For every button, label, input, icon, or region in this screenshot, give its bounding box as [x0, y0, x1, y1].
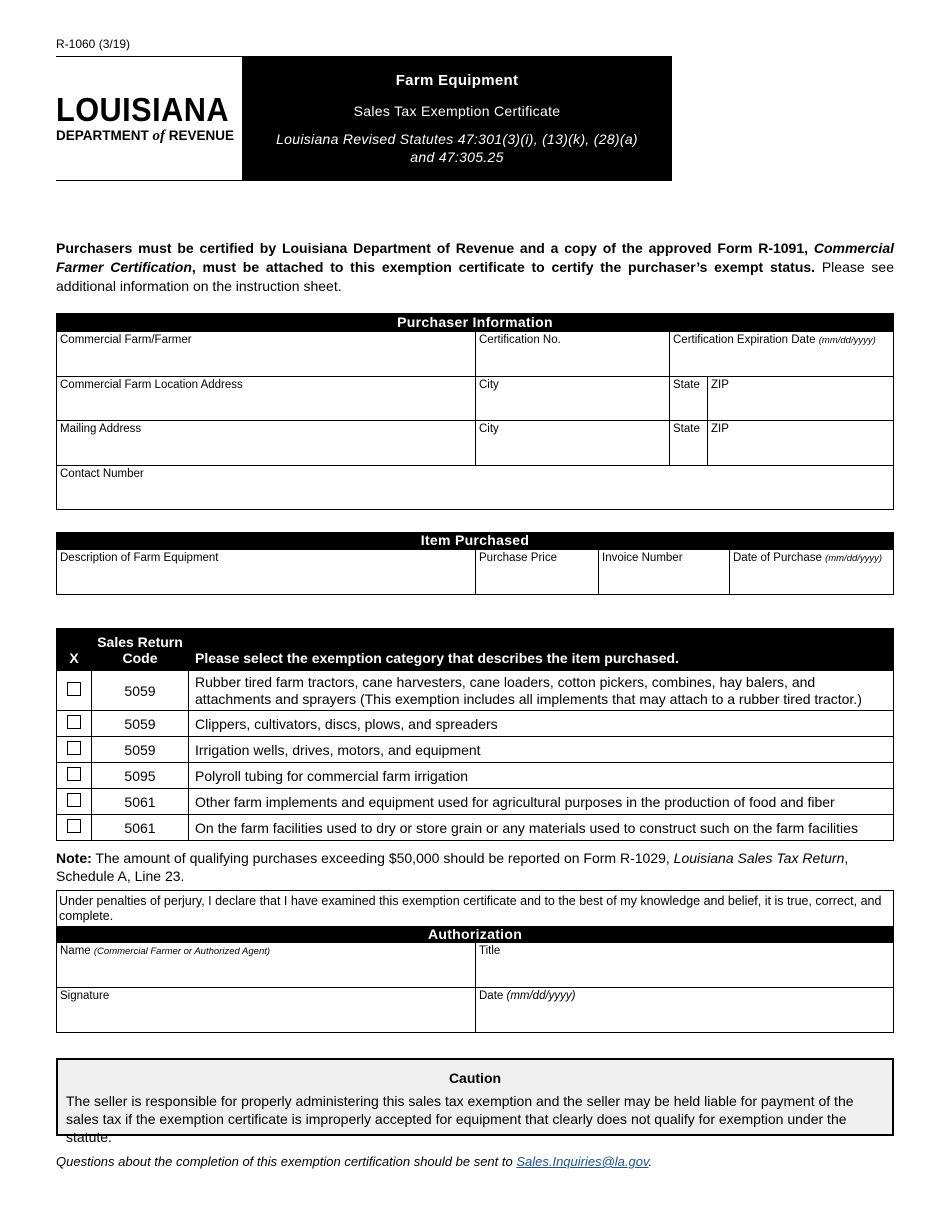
exemption-row — [57, 763, 894, 789]
statute-line-2: and 47:305.25 — [410, 149, 504, 165]
title-field[interactable] — [476, 943, 893, 988]
sales-return-code: 5061 — [92, 789, 189, 815]
item-purchased-grid — [56, 549, 894, 595]
certification-no-field[interactable] — [476, 332, 670, 377]
intro-bold-1: Purchasers must be certified by Louisiana Department of Revenue and a copy of the approved Form R-1091, — [56, 240, 814, 256]
contact-number-field[interactable] — [57, 466, 894, 509]
exemption-description: Clippers, cultivators, discs, plows, and spreaders — [189, 711, 894, 737]
exemption-row — [57, 671, 894, 711]
title-block — [242, 56, 672, 181]
equipment-description-label: Description of Farm Equipment — [60, 552, 219, 564]
mailing-address-field[interactable] — [57, 421, 476, 466]
contact-email-link[interactable]: Sales.Inquiries@la.gov — [516, 1154, 649, 1169]
date-format-hint: (mm/dd/yyyy) — [825, 553, 883, 564]
exemption-checkbox[interactable] — [67, 767, 81, 781]
city-label: City — [479, 379, 499, 391]
location-city-field[interactable] — [476, 377, 670, 421]
note-text-1: The amount of qualifying purchases exceeding $50,000 should be reported on Form R-1029, — [91, 850, 674, 866]
commercial-farm-field[interactable] — [57, 332, 476, 377]
state-label: State — [673, 423, 700, 435]
mailing-zip-field[interactable] — [708, 421, 894, 466]
department-logo — [56, 56, 242, 181]
title-label: Title — [479, 945, 501, 957]
zip-label: ZIP — [711, 379, 729, 391]
exemption-category-table — [56, 628, 894, 841]
exemption-checkbox[interactable] — [67, 715, 81, 729]
certification-no-label: Certification No. — [479, 334, 561, 346]
footer-questions — [56, 1154, 652, 1169]
date-of-purchase-field[interactable] — [730, 550, 894, 594]
sales-return-code: 5059 — [92, 671, 189, 711]
logo-sub-text — [56, 128, 234, 145]
exemption-description-header: Please select the exemption category that describes the item purchased. — [189, 629, 894, 671]
sales-return-code: 5095 — [92, 763, 189, 789]
purchaser-info-grid — [56, 331, 894, 510]
date-label: Date — [479, 990, 504, 1002]
note-form-name: Louisiana Sales Tax Return — [673, 850, 845, 866]
item-purchased-header: Item Purchased — [56, 532, 894, 549]
logo-main-text: LOUISIANA — [56, 91, 229, 128]
form-subtitle: Sales Tax Exemption Certificate — [353, 103, 561, 119]
location-zip-field[interactable] — [708, 377, 894, 421]
statute-reference — [242, 130, 672, 166]
caution-title: Caution — [448, 1070, 502, 1086]
sales-return-code-header — [92, 629, 189, 671]
sales-return-code: 5059 — [92, 711, 189, 737]
perjury-declaration: Under penalties of perjury, I declare that I have examined this exemption certificate and to the best of my knowledge and belief, it is true, correct, and complete. — [59, 894, 882, 923]
intro-paragraph — [56, 239, 894, 296]
exemption-description: Irrigation wells, drives, motors, and equipment — [189, 737, 894, 763]
name-label: Name — [60, 945, 91, 957]
exemption-description: Other farm implements and equipment used for agricultural purposes in the production of food and fiber — [189, 789, 894, 815]
farm-location-label: Commercial Farm Location Address — [60, 379, 243, 391]
code-header-line-1: Sales Return — [97, 633, 183, 650]
certification-expiration-field[interactable] — [670, 332, 894, 377]
note-text-2: , Schedule A, Line 23. — [56, 850, 849, 884]
reporting-note — [56, 849, 894, 885]
exemption-checkbox[interactable] — [67, 741, 81, 755]
caution-box — [56, 1058, 894, 1145]
exemption-row — [57, 711, 894, 737]
signature-field[interactable] — [57, 988, 476, 1032]
intro-bold-2: , must be attached to this exemption certificate to certify the purchaser’s exempt status. — [191, 259, 816, 275]
footer-text: Questions about the completion of this exemption certification should be sent to — [56, 1154, 517, 1169]
exemption-description: On the farm facilities used to dry or store grain or any materials used to construct such on the farm facilities — [189, 815, 894, 841]
commercial-farm-label: Commercial Farm/Farmer — [60, 334, 192, 346]
statute-line-1: Louisiana Revised Statutes 47:301(3)(i), (13)(k), (28)(a) — [276, 131, 638, 147]
exemption-checkbox[interactable] — [67, 682, 81, 696]
exemption-description: Rubber tired farm tractors, cane harvesters, cane loaders, cotton pickers, combines, hay balers, and attachments and sprayers (This exemption includes all implements that may attach to a rubber tired tractor.) — [189, 671, 894, 711]
location-state-field[interactable] — [670, 377, 708, 421]
state-label: State — [673, 379, 700, 391]
sales-return-code: 5061 — [92, 815, 189, 841]
exemption-row — [57, 815, 894, 841]
intro-plain: Please see additional information on the instruction sheet. — [56, 259, 894, 294]
form-id: R-1060 (3/19) — [56, 37, 131, 51]
exemption-row — [57, 737, 894, 763]
exemption-checkbox[interactable] — [67, 793, 81, 807]
sales-return-code: 5059 — [92, 737, 189, 763]
authorization-section — [56, 890, 894, 1033]
exemption-row — [57, 789, 894, 815]
name-field[interactable] — [57, 943, 476, 988]
logo-sub-of: of — [152, 128, 166, 144]
invoice-number-label: Invoice Number — [602, 552, 683, 564]
exemption-table-header — [57, 629, 894, 671]
exemption-checkbox[interactable] — [67, 819, 81, 833]
signature-date-field[interactable] — [476, 988, 893, 1032]
zip-label: ZIP — [711, 423, 729, 435]
intro-form-name: Commercial Farmer Certification — [56, 240, 894, 275]
city-label: City — [479, 423, 499, 435]
form-title: Farm Equipment — [395, 72, 519, 89]
date-format-hint: (mm/dd/yyyy) — [506, 990, 576, 1002]
farm-location-address-field[interactable] — [57, 377, 476, 421]
footer-end: . — [648, 1154, 653, 1169]
logo-sub-right: REVENUE — [168, 128, 235, 143]
purchaser-info-header: Purchaser Information — [56, 313, 894, 331]
purchase-price-label: Purchase Price — [479, 552, 557, 564]
signature-label: Signature — [60, 990, 110, 1002]
logo-sub-left: DEPARTMENT — [56, 128, 149, 143]
date-format-hint: (mm/dd/yyyy) — [818, 335, 876, 346]
caution-text: The seller is responsible for properly administering this sales tax exemption and the seller may be held liable for payment of the sales tax if the exemption certificate is improperly accepted for equipment that clearly does not qualify for exemption under the statute. — [66, 1093, 854, 1145]
date-of-purchase-label: Date of Purchase — [733, 552, 822, 564]
name-note: (Commercial Farmer or Authorized Agent) — [93, 946, 271, 957]
mailing-city-field[interactable] — [476, 421, 670, 466]
select-column-header: X — [57, 629, 92, 671]
equipment-description-field[interactable] — [57, 550, 476, 594]
contact-number-label: Contact Number — [60, 468, 144, 480]
certification-expiration-label: Certification Expiration Date — [673, 334, 816, 346]
code-header-line-2: Code — [122, 649, 158, 666]
note-label: Note: — [56, 850, 92, 866]
exemption-description: Polyroll tubing for commercial farm irrigation — [189, 763, 894, 789]
invoice-number-field[interactable] — [599, 550, 730, 594]
mailing-address-label: Mailing Address — [60, 423, 142, 435]
purchase-price-field[interactable] — [476, 550, 599, 594]
mailing-state-field[interactable] — [670, 421, 708, 466]
authorization-header: Authorization — [57, 926, 893, 943]
